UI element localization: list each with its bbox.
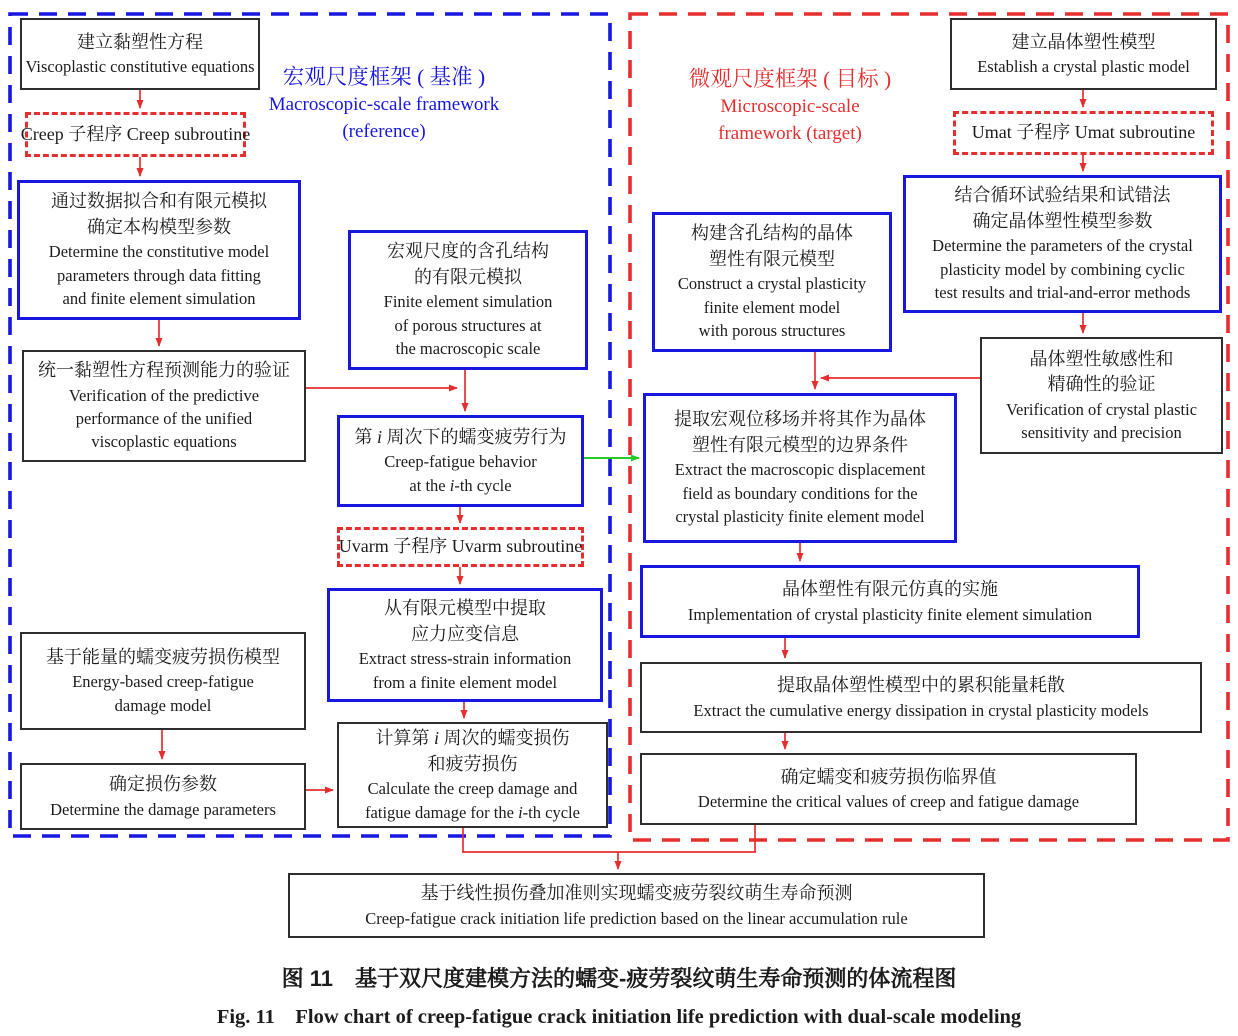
box-energy-damage-model: 基于能量的蠕变疲劳损伤模型 Energy-based creep-fatigue damage model [20,632,306,730]
box-calculate-cycle-damage: 计算第 i 周次的蠕变损伤 和疲劳损伤 Calculate the creep damage and fatigue damage for the i-th cycle [337,722,608,828]
box-extract-energy-dissipation: 提取晶体塑性模型中的累积能量耗散 Extract the cumulative energy dissipation in crystal plasticity models [640,662,1202,733]
box-umat-subroutine: Umat 子程序 Umat subroutine [953,111,1214,155]
box-verify-crystal-plastic: 晶体塑性敏感性和 精确性的验证 Verification of crystal plastic sensitivity and precision [980,337,1223,454]
box-extract-stress-strain: 从有限元模型中提取 应力应变信息 Extract stress-strain information from a finite element model [327,588,603,702]
box-establish-crystal-model: 建立晶体塑性模型 Establish a crystal plastic model [950,18,1217,90]
box-life-prediction: 基于线性损伤叠加准则实现蠕变疲劳裂纹萌生寿命预测 Creep-fatigue crack initiation life prediction based on the linear accumulation rule [288,873,985,938]
macro-framework-title: 宏观尺度框架 ( 基准 ) Macroscopic-scale framework (reference) [268,65,500,142]
box-fe-porous-macro: 宏观尺度的含孔结构 的有限元模拟 Finite element simulation of porous structures at the macroscopic scale [348,230,588,370]
box-ith-cycle-behavior: 第 i 周次下的蠕变疲劳行为 Creep-fatigue behavior at the i-th cycle [337,415,584,507]
figure-caption-zh: 图 11 基于双尺度建模方法的蠕变-疲劳裂纹萌生寿命预测的体流程图 [281,966,957,991]
micro-framework-title: 微观尺度框架 ( 目标 ) Microscopic-scale framework (target) [688,67,892,144]
box-creep-subroutine: Creep 子程序 Creep subroutine [25,112,246,157]
box-constitutive-parameters: 通过数据拟合和有限元模拟 确定本构模型参数 Determine the constitutive model parameters through data fitting and finite element simulation [17,180,301,320]
figure-caption-en: Fig. 11 Flow chart of creep-fatigue crack initiation life prediction with dual-scale modeling [216,1006,1022,1028]
box-verify-viscoplastic: 统一黏塑性方程预测能力的验证 Verification of the predictive performance of the unified viscoplastic equations [22,350,306,462]
box-critical-damage-values: 确定蠕变和疲劳损伤临界值 Determine the critical values of creep and fatigue damage [640,753,1137,825]
box-uvarm-subroutine: Uvarm 子程序 Uvarm subroutine [337,527,584,567]
box-crystal-plasticity-parameters: 结合循环试验结果和试错法 确定晶体塑性模型参数 Determine the parameters of the crystal plasticity model by combining cyclic test results and trial-and-error methods [903,175,1222,313]
box-construct-cpfem: 构建含孔结构的晶体 塑性有限元模型 Construct a crystal plasticity finite element model with porous structures [652,212,892,352]
box-damage-parameters: 确定损伤参数 Determine the damage parameters [20,763,306,830]
box-implement-cpfem: 晶体塑性有限元仿真的实施 Implementation of crystal plasticity finite element simulation [640,565,1140,638]
box-viscoplastic-equations: 建立黏塑性方程 Viscoplastic constitutive equations [20,18,260,90]
box-extract-displacement-field: 提取宏观位移场并将其作为晶体 塑性有限元模型的边界条件 Extract the macroscopic displacement field as boundary conditions for the crystal plasticity finite element model [643,393,957,543]
